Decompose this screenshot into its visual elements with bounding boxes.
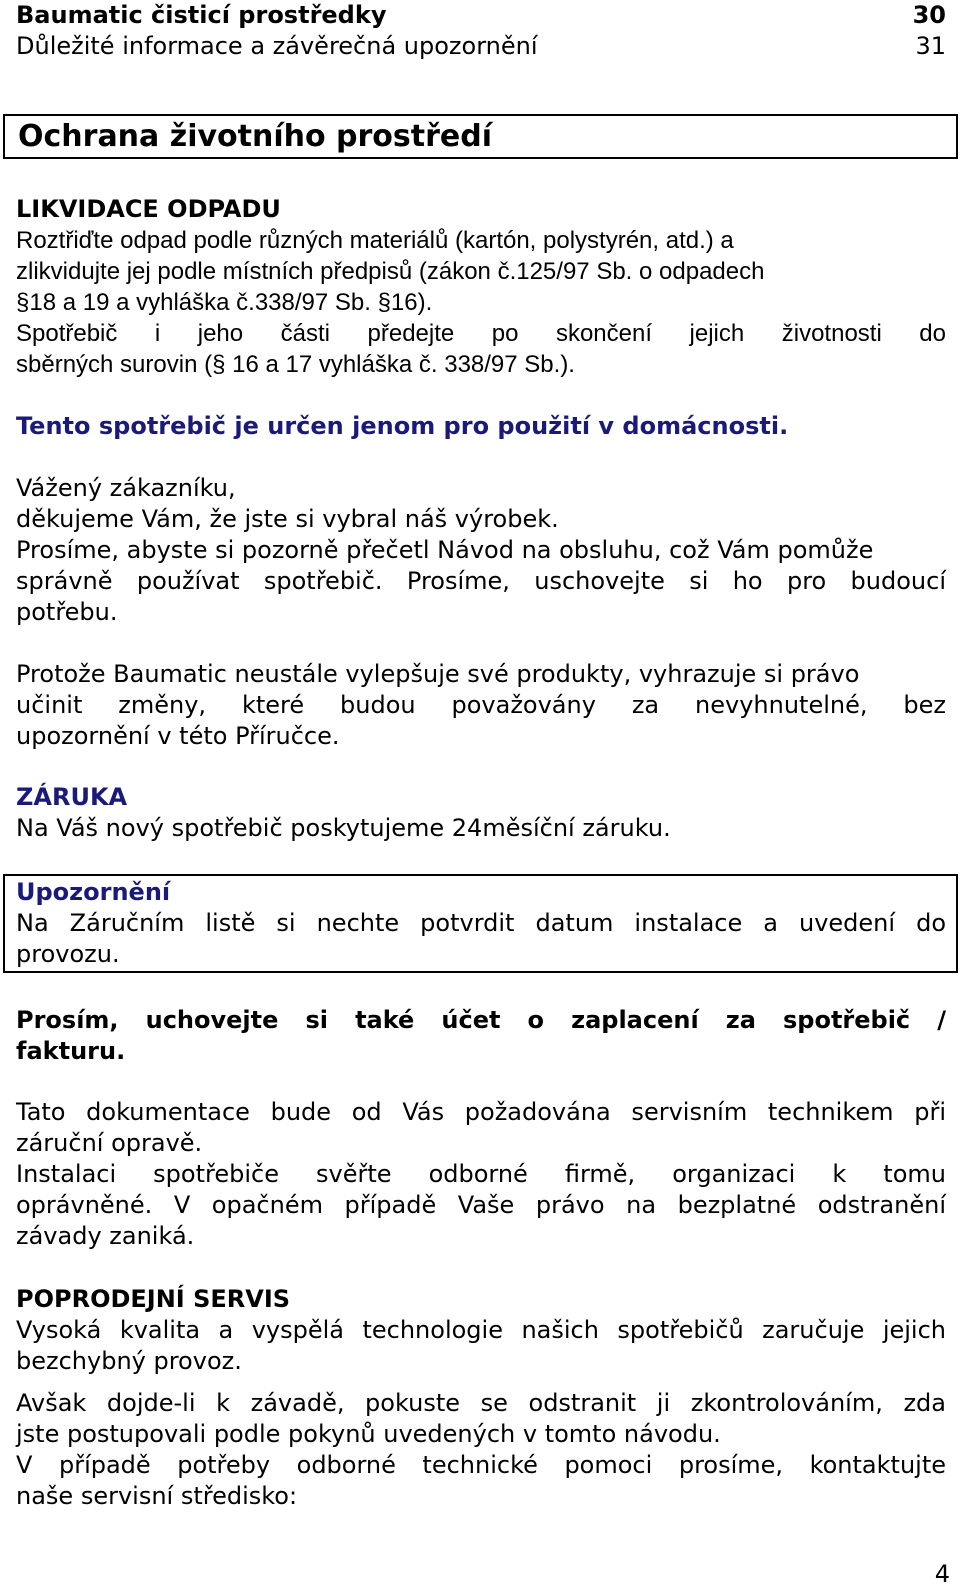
service-line: Vysoká kvalita a vyspělá technologie našich spotřebičů zaručuje jejich bbox=[16, 1316, 946, 1344]
waste-line: §18 a 19 a vyhláška č.338/97 Sb. §16). bbox=[16, 289, 433, 316]
improve-line: Protože Baumatic neustále vylepšuje své produkty, vyhrazuje si právo bbox=[16, 660, 860, 688]
notice-heading: Upozornění bbox=[16, 878, 171, 906]
section-title-box bbox=[3, 114, 958, 159]
notice-content bbox=[16, 877, 946, 970]
service-section bbox=[16, 1284, 946, 1377]
doc-line: Tato dokumentace bude od Vás požadována servisním technikem při bbox=[16, 1098, 946, 1126]
toc-title: Baumatic čisticí prostředky bbox=[16, 1, 387, 29]
service-paragraph bbox=[16, 1388, 946, 1512]
waste-line: sběrných surovin (§ 16 a 17 vyhláška č. 338/97 Sb.). bbox=[16, 351, 575, 378]
warranty-text: Na Váš nový spotřebič poskytujeme 24měsíční záruku. bbox=[16, 814, 671, 842]
waste-disposal-section bbox=[16, 194, 946, 380]
intro-line: správně používat spotřebič. Prosíme, uschovejte si ho pro budoucí bbox=[16, 567, 946, 595]
improve-line: upozornění v této Příručce. bbox=[16, 722, 340, 750]
service-line: jste postupovali podle pokynů uvedených v tomto návodu. bbox=[16, 1420, 721, 1448]
improve-line: učinit změny, které budou považovány za nevyhnutelné, bez bbox=[16, 691, 946, 719]
service-line: V případě potřeby odborné technické pomoci prosíme, kontaktujte bbox=[16, 1451, 946, 1479]
improvement-paragraph bbox=[16, 659, 946, 752]
toc-page: 31 bbox=[915, 32, 946, 60]
waste-line: zlikvidujte jej podle místních předpisů (zákon č.125/97 Sb. o odpadech bbox=[16, 258, 765, 285]
service-line: Avšak dojde-li k závadě, pokuste se odstranit ji zkontrolováním, zda bbox=[16, 1389, 946, 1417]
notice-line: Na Záručním listě si nechte potvrdit datum instalace a uvedení do bbox=[16, 909, 946, 937]
intro-paragraph bbox=[16, 473, 946, 628]
intro-line: potřebu. bbox=[16, 598, 118, 626]
toc-row bbox=[16, 31, 946, 62]
receipt-line: Prosím, uchovejte si také účet o zaplacení za spotřebič / bbox=[16, 1006, 946, 1034]
receipt-line: fakturu. bbox=[16, 1037, 126, 1065]
table-of-contents bbox=[16, 0, 946, 62]
toc-title: Důležité informace a závěrečná upozornění bbox=[16, 32, 538, 60]
waste-line: Roztřiďte odpad podle různých materiálů (kartón, polystyrén, atd.) a bbox=[16, 227, 734, 254]
warranty-heading: ZÁRUKA bbox=[16, 783, 128, 811]
toc-row bbox=[16, 0, 946, 31]
doc-line: záruční opravě. bbox=[16, 1129, 203, 1157]
warranty-section bbox=[16, 782, 946, 844]
doc-line: Instalaci spotřebiče svěřte odborné firmě, organizaci k tomu bbox=[16, 1160, 946, 1188]
page-number: 4 bbox=[934, 1560, 950, 1588]
doc-line: oprávněné. V opačném případě Vaše právo na bezplatné odstranění bbox=[16, 1191, 946, 1219]
section-title: Ochrana životního prostředí bbox=[18, 119, 493, 154]
intro-line: Vážený zákazníku, bbox=[16, 474, 236, 502]
service-line: naše servisní středisko: bbox=[16, 1482, 298, 1510]
documentation-paragraph bbox=[16, 1097, 946, 1252]
waste-line: Spotřebič i jeho části předejte po skončení jejich životnosti do bbox=[16, 320, 946, 347]
intro-line: děkujeme Vám, že jste si vybral náš výrobek. bbox=[16, 505, 559, 533]
service-line: bezchybný provoz. bbox=[16, 1347, 242, 1375]
toc-page: 30 bbox=[912, 1, 946, 29]
receipt-note bbox=[16, 1005, 946, 1067]
household-note: Tento spotřebič je určen jenom pro použití v domácnosti. bbox=[16, 412, 789, 440]
waste-disposal-heading: LIKVIDACE ODPADU bbox=[16, 195, 281, 223]
service-heading: POPRODEJNÍ SERVIS bbox=[16, 1285, 291, 1313]
notice-line: provozu. bbox=[16, 940, 120, 968]
doc-line: závady zaniká. bbox=[16, 1222, 195, 1250]
intro-line: Prosíme, abyste si pozorně přečetl Návod na obsluhu, což Vám pomůže bbox=[16, 536, 874, 564]
